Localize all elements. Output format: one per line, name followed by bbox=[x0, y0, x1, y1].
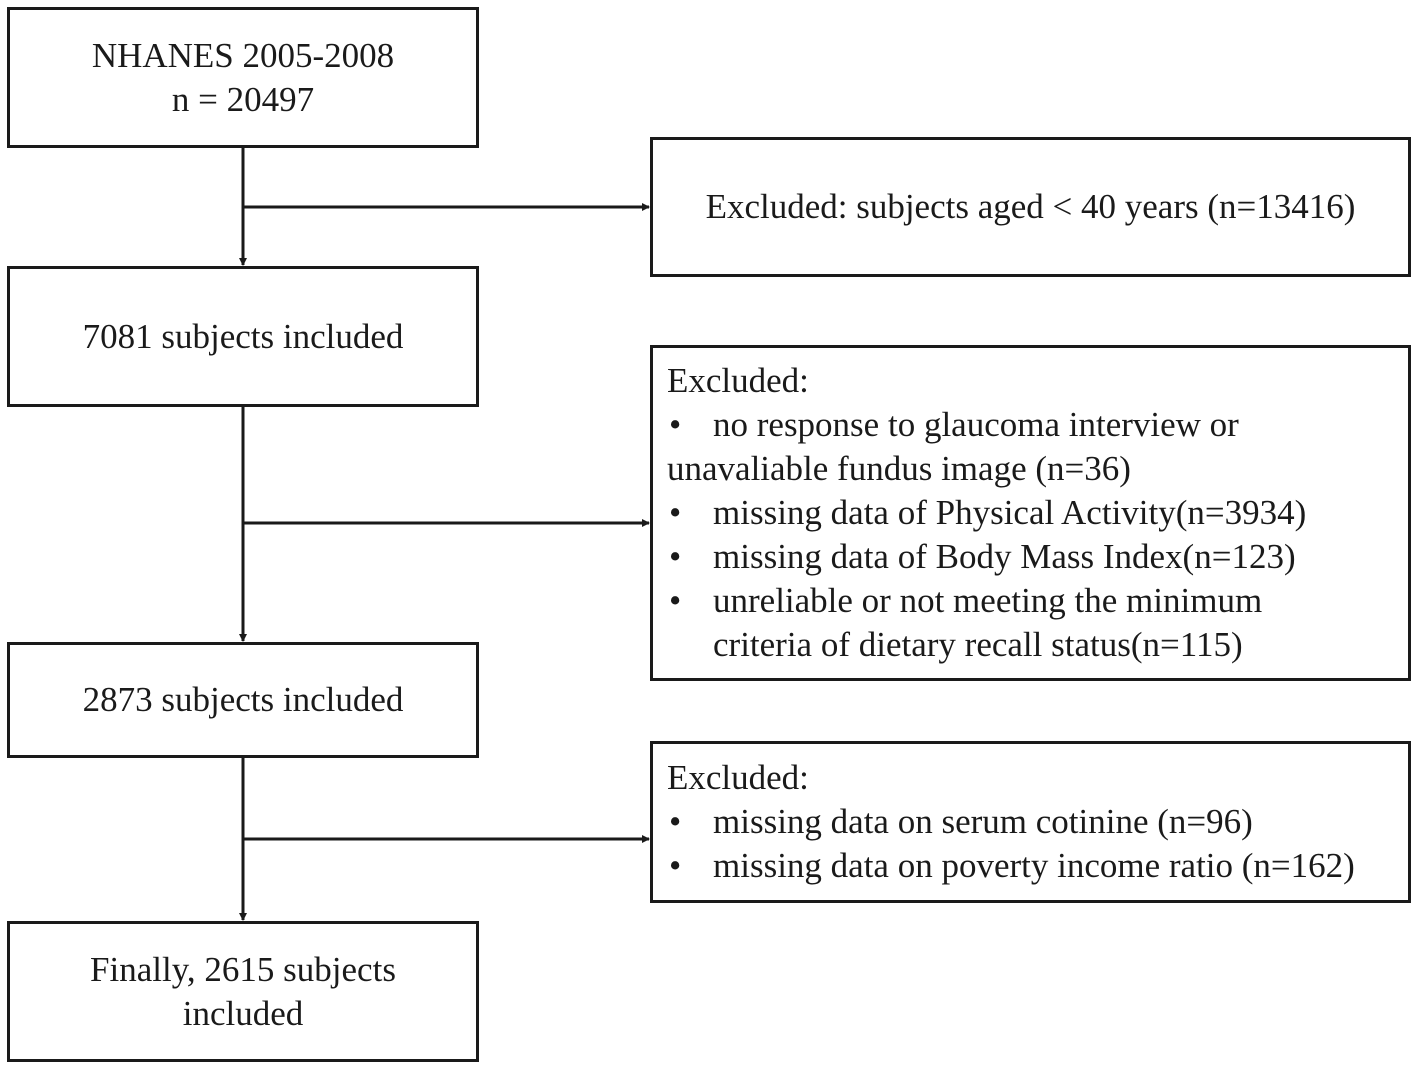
final-box bbox=[7, 921, 479, 1062]
bullet-icon: • bbox=[669, 802, 682, 841]
exclusion-item-text: unreliable or not meeting the minimum bbox=[713, 581, 1263, 620]
exclusion-item bbox=[667, 403, 1408, 447]
exclusion-item-text: missing data of Physical Activity(n=3934) bbox=[713, 493, 1307, 532]
exclusion-text-1: Excluded: subjects aged < 40 years (n=13416) bbox=[705, 187, 1356, 226]
exclusion-item-text: missing data of Body Mass Index(n=123) bbox=[713, 537, 1296, 576]
bullet-icon: • bbox=[669, 405, 682, 444]
step-label-1: 7081 subjects included bbox=[82, 316, 404, 356]
exclusion-item-text: missing data on serum cotinine (n=96) bbox=[713, 802, 1253, 841]
start-box bbox=[7, 7, 479, 148]
bullet-icon: • bbox=[669, 846, 682, 885]
final-line-1: Finally, 2615 subjects bbox=[90, 949, 396, 989]
exclusion-item bbox=[667, 844, 1408, 888]
start-count: n = 20497 bbox=[171, 79, 315, 119]
exclusion-heading-2: Excluded: bbox=[667, 361, 809, 400]
exclusion-item bbox=[667, 535, 1408, 579]
exclusion-item-continuation: criteria of dietary recall status(n=115) bbox=[713, 625, 1243, 664]
bullet-icon: • bbox=[669, 581, 682, 620]
exclusion-item-text: missing data on poverty income ratio (n=162) bbox=[713, 846, 1355, 885]
exclusion-item-text: no response to glaucoma interview or bbox=[713, 405, 1239, 444]
exclusion-item-continuation: unavaliable fundus image (n=36) bbox=[667, 449, 1131, 488]
bullet-icon: • bbox=[669, 537, 682, 576]
step-box-1 bbox=[7, 266, 479, 407]
exclusion-item bbox=[667, 800, 1408, 844]
exclusion-box-1 bbox=[650, 137, 1411, 277]
exclusion-item bbox=[667, 491, 1408, 535]
exclusion-item-continuation-row bbox=[667, 623, 1408, 667]
start-title: NHANES 2005-2008 bbox=[91, 35, 395, 75]
exclusion-item bbox=[667, 579, 1408, 623]
step-label-2: 2873 subjects included bbox=[82, 680, 404, 719]
bullet-icon: • bbox=[669, 493, 682, 532]
exclusion-box-2 bbox=[650, 345, 1411, 681]
final-line-2: included bbox=[182, 993, 304, 1033]
step-box-2 bbox=[7, 642, 479, 758]
exclusion-box-3 bbox=[650, 741, 1411, 903]
exclusion-heading-3: Excluded: bbox=[667, 758, 809, 797]
